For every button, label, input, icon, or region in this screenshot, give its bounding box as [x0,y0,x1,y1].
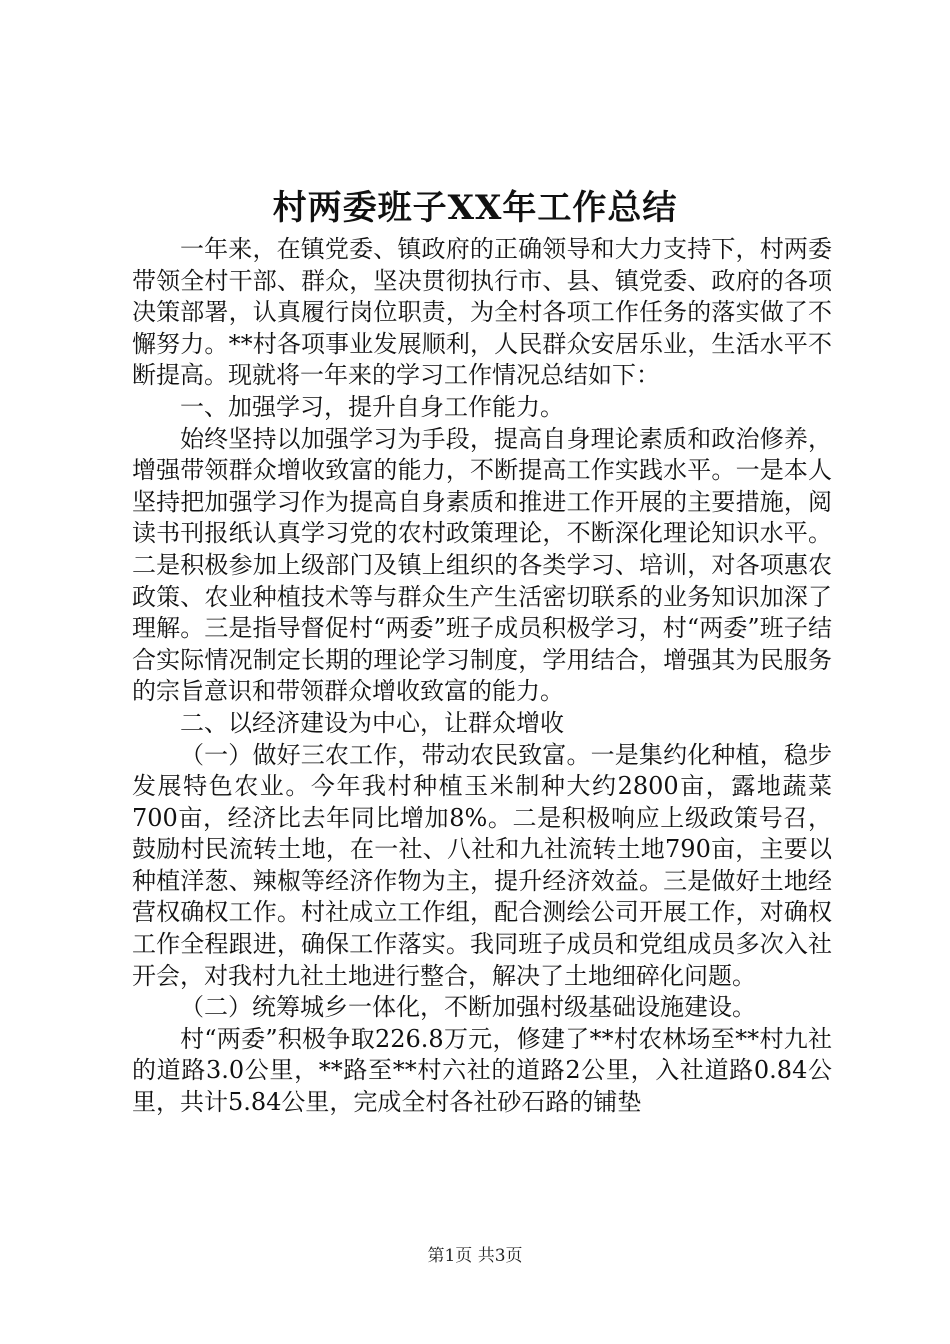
subsection-1-paragraph: （一）做好三农工作，带动农民致富。一是集约化种植，稳步发展特色农业。今年我村种植玉米制种大约2800亩，露地蔬菜700亩，经济比去年同比增加8%。二是积极响应上级政策号召，鼓励村民流转土地，在一社、八社和九社流转土地790亩，主要以种植洋葱、辣椒等经济作物为主，提升经济效益。三是做好土地经营权确权工作。村社成立工作组，配合测绘公司开展工作，对确权工作全程跟进，确保工作落实。我同班子成员和党组成员多次入社开会，对我村九社土地进行整合，解决了土地细碎化问题。 [132,740,832,990]
section-heading-1: 一、加强学习，提升自身工作能力。 [180,392,564,421]
document-title: 村两委班子XX年工作总结 [272,188,678,228]
subsection-2-paragraph: 村“两委”积极争取226.8万元，修建了**村农林场至**村九社的道路3.0公里，**路至**村六社的道路2公里，入社道路0.84公里，共计5.84公里，完成全村各社砂石路的铺垫 [132,1024,832,1117]
document-body [132,234,832,1119]
section-1-paragraph: 始终坚持以加强学习为手段，提高自身理论素质和政治修养，增强带领群众增收致富的能力，不断提高工作实践水平。一是本人坚持把加强学习作为提高自身素质和推进工作开展的主要措施，阅读书刊报纸认真学习党的农村政策理论，不断深化理论知识水平。二是积极参加上级部门及镇上组织的各类学习、培训，对各项惠农政策、农业种植技术等与群众生产生活密切联系的业务知识加深了理解。三是指导督促村“两委”班子成员积极学习，村“两委”班子结合实际情况制定长期的理论学习制度，学用结合，增强其为民服务的宗旨意识和带领群众增收致富的能力。 [132,424,832,706]
section-heading-2: 二、以经济建设为中心，让群众增收 [180,708,564,737]
intro-paragraph: 一年来，在镇党委、镇政府的正确领导和大力支持下，村两委带领全村干部、群众，坚决贯彻执行市、县、镇党委、政府的各项决策部署，认真履行岗位职责，为全村各项工作任务的落实做了不懈努力。**村各项事业发展顺利，人民群众安居乐业，生活水平不断提高。现就将一年来的学习工作情况总结如下： [132,235,832,390]
page-number-footer: 第1页 共3页 [427,1246,523,1266]
subsection-heading-2: （二）统筹城乡一体化，不断加强村级基础设施建设。 [180,993,756,1022]
